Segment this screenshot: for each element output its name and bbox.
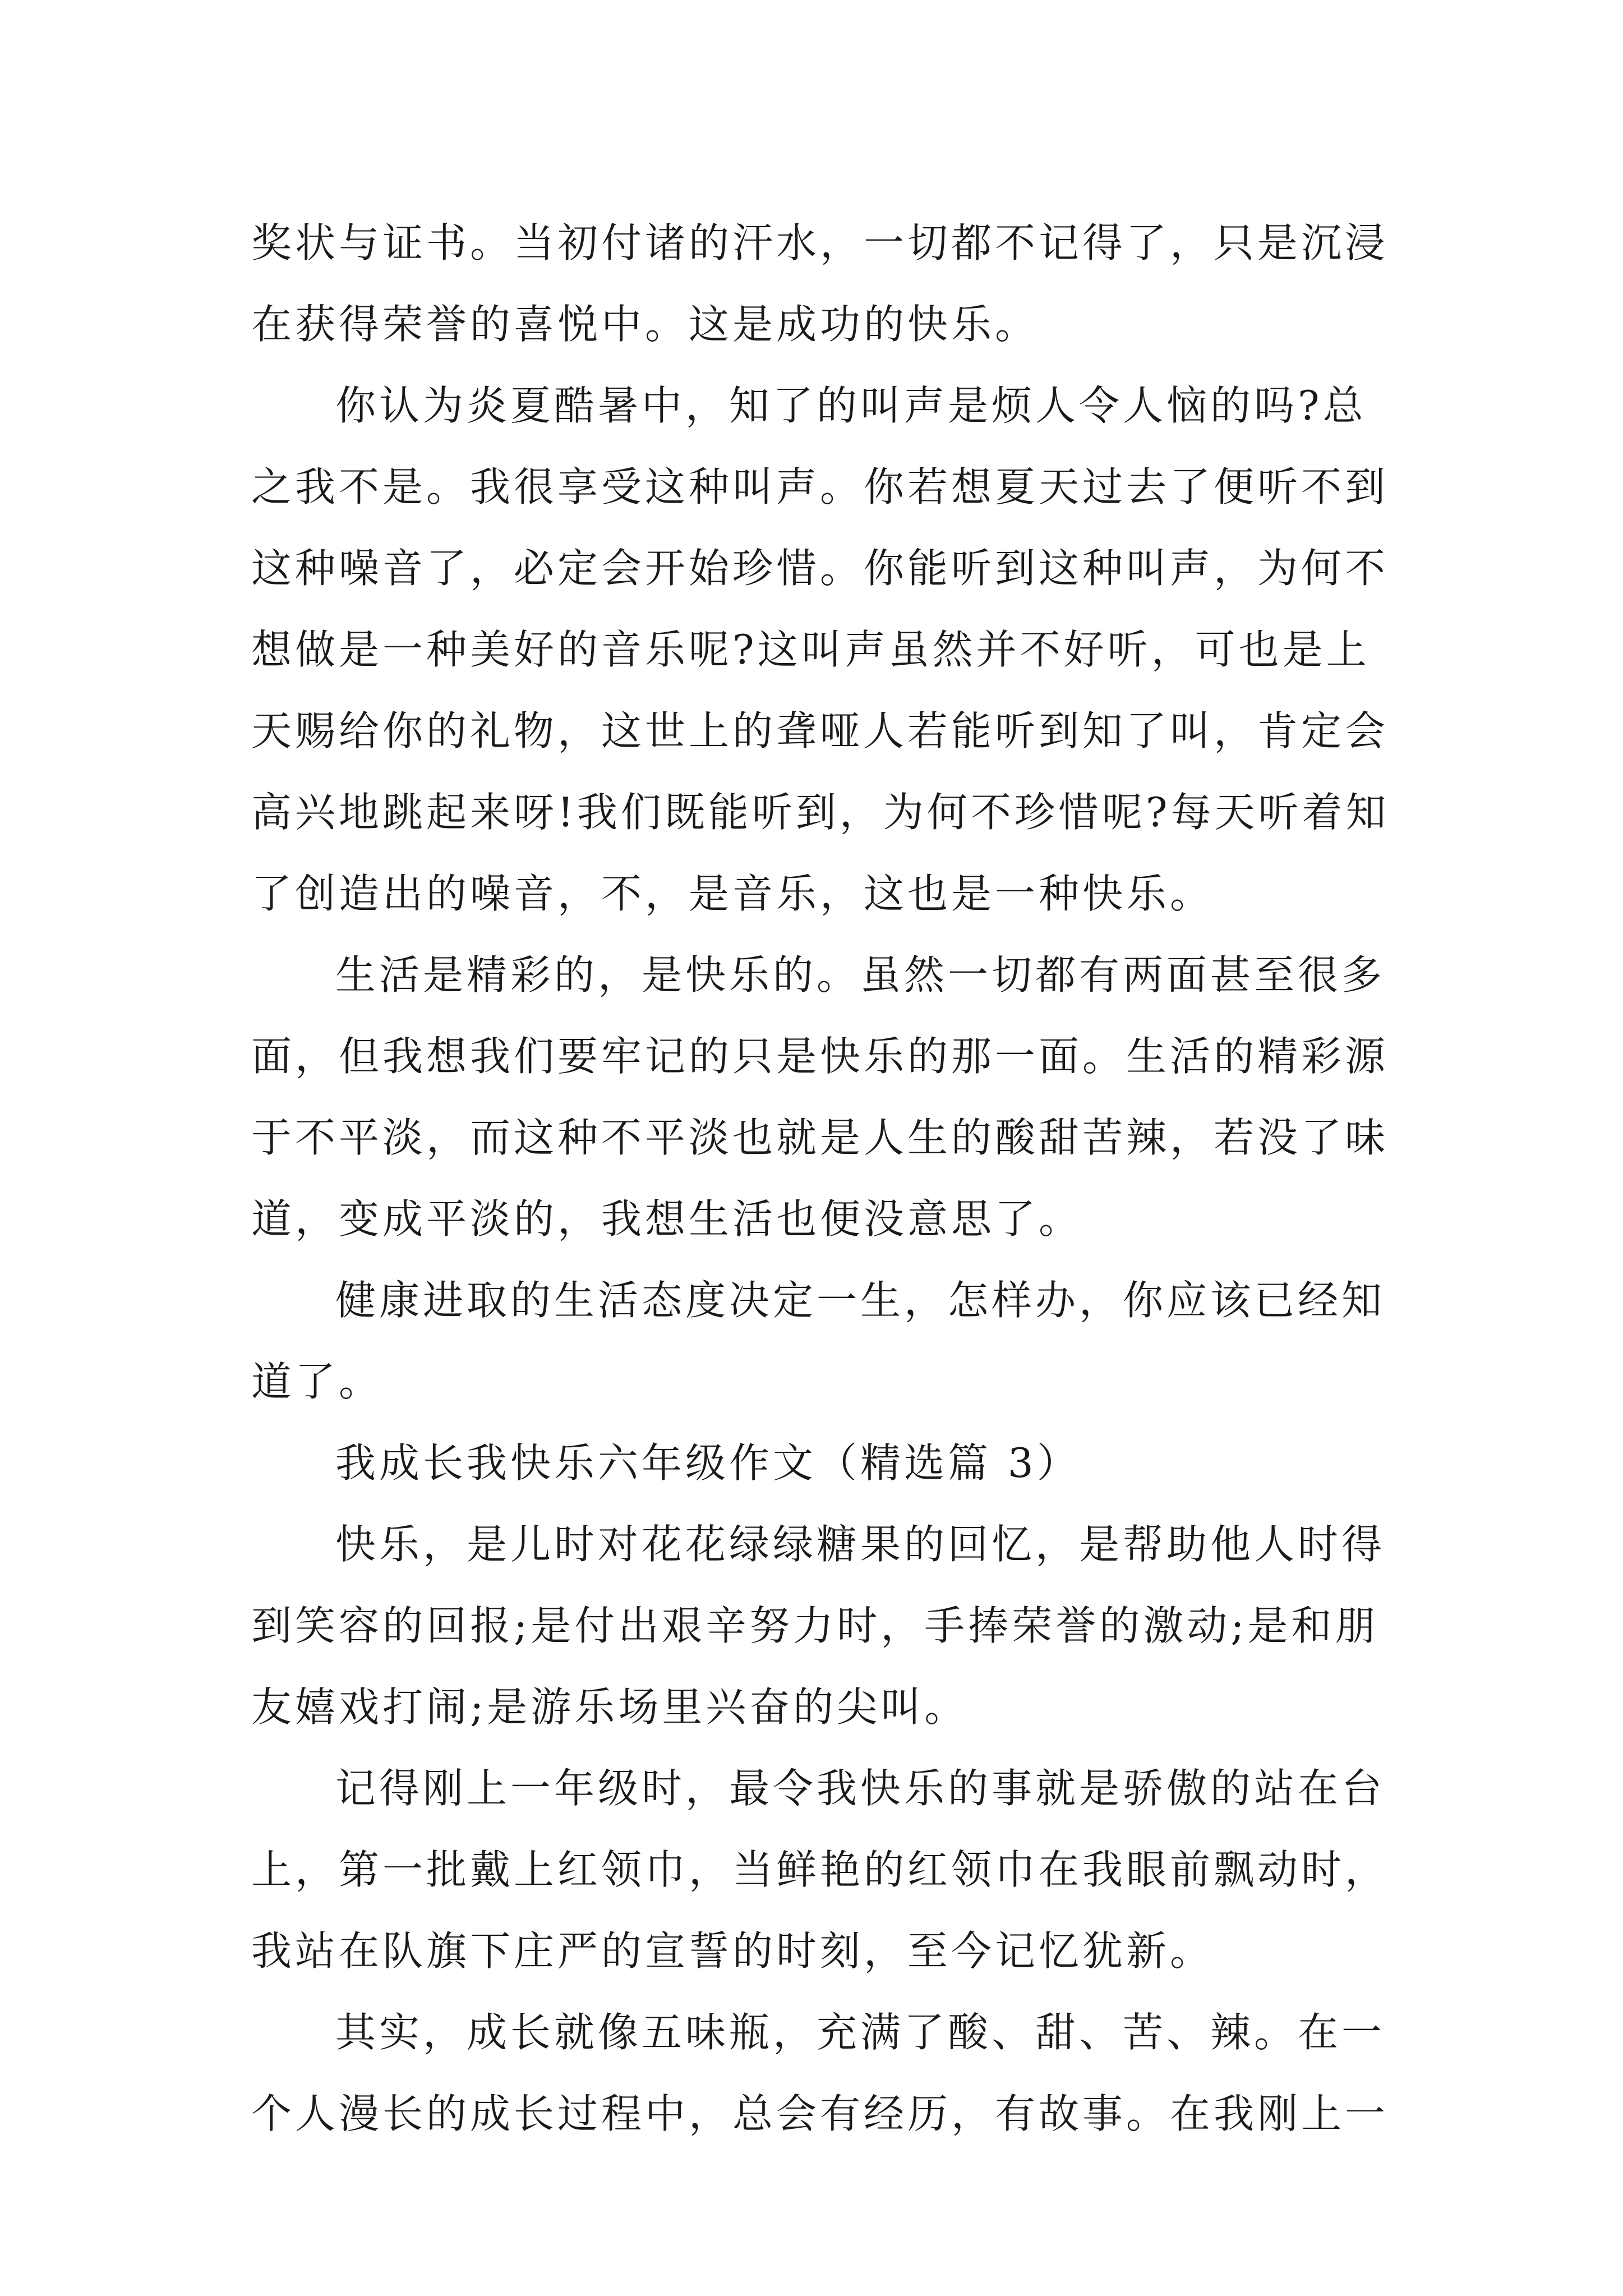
text-line: 道，变成平淡的，我想生活也便没意思了。 [251,1195,1083,1243]
text-line: 想做是一种美好的音乐呢?这叫声虽然并不好听，可也是上 [251,626,1370,673]
text-line: 道了。 [251,1358,383,1405]
text-line: 之我不是。我很享受这种叫声。你若想夏天过去了便听不到 [251,463,1389,510]
text-line: 个人漫长的成长过程中，总会有经历，有故事。在我刚上一 [251,2090,1389,2137]
text-line: 记得刚上一年级时，最令我快乐的事就是骄傲的站在台 [335,1765,1386,1812]
text-line: 健康进取的生活态度决定一生，怎样办，你应该已经知 [335,1277,1386,1324]
text-line: 在获得荣誉的喜悦中。这是成功的快乐。 [251,301,1039,348]
text-line: 友嬉戏打闹;是游乐场里兴奋的尖叫。 [251,1683,969,1731]
text-line: 了创造出的噪音，不，是音乐，这也是一种快乐。 [251,870,1214,917]
text-line: 上，第一批戴上红领巾，当鲜艳的红领巾在我眼前飘动时， [251,1846,1389,1893]
text-line: 生活是精彩的，是快乐的。虽然一切都有两面甚至很多 [335,951,1386,999]
text-line: 于不平淡，而这种不平淡也就是人生的酸甜苦辣，若没了味 [251,1114,1389,1161]
section-heading: 我成长我快乐六年级作文（精选篇 3） [335,1439,1081,1487]
text-line: 到笑容的回报;是付出艰辛努力时，手捧荣誉的激动;是和朋 [251,1602,1379,1649]
text-line: 你认为炎夏酷暑中，知了的叫声是烦人令人恼的吗?总 [335,382,1367,429]
text-line: 我站在队旗下庄严的宣誓的时刻，至今记忆犹新。 [251,1927,1214,1975]
text-line: 高兴地跳起来呀!我们既能听到，为何不珍惜呢?每天听着知 [251,789,1390,836]
text-line: 其实，成长就像五味瓶，充满了酸、甜、苦、辣。在一 [335,2009,1386,2056]
text-line: 快乐，是儿时对花花绿绿糖果的回忆，是帮助他人时得 [335,1521,1386,1568]
text-line: 奖状与证书。当初付诸的汗水，一切都不记得了，只是沉浸 [251,219,1389,266]
text-line: 面，但我想我们要牢记的只是快乐的那一面。生活的精彩源 [251,1033,1389,1080]
text-line: 天赐给你的礼物，这世上的聋哑人若能听到知了叫，肯定会 [251,707,1389,754]
text-line: 这种噪音了，必定会开始珍惜。你能听到这种叫声，为何不 [251,545,1389,592]
